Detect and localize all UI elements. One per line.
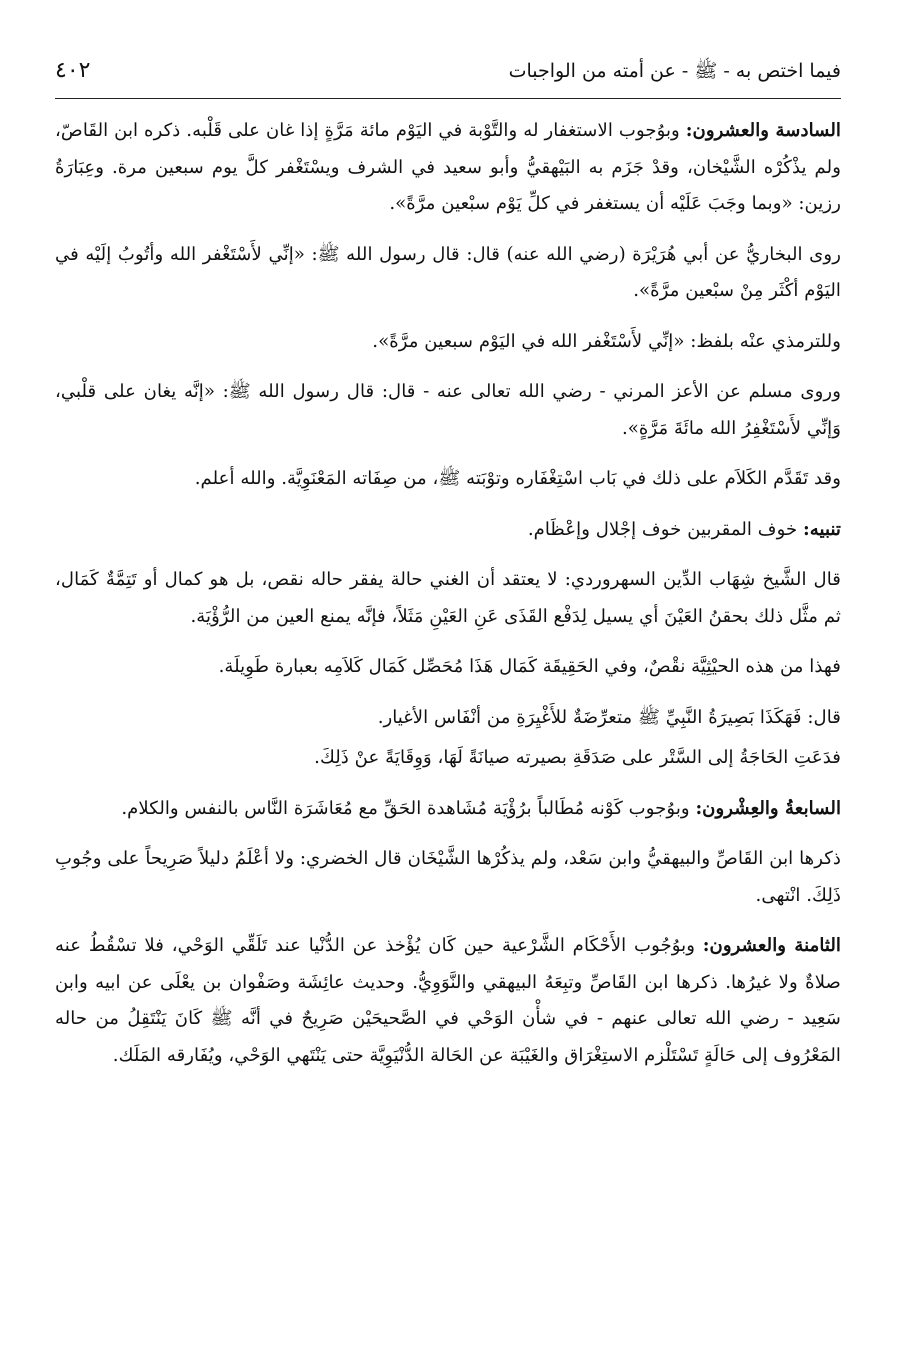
paragraph-text: فهذا من هذه الحيْثِيَّة نقْصٌ، وفي الحَقِيقَة كَمَال هَذَا مُحَصِّل كَمَال كَلاَمِه بعبارة طَوِيلَة. bbox=[218, 656, 841, 677]
page-number: ٤٠٢ bbox=[55, 58, 91, 83]
paragraph-text: وبوُجوب كَوْنه مُطَالباً برُؤْيَة مُشَاهدة الحَقِّ مع مُعَاشَرَة النَّاس بالنفس والكلام. bbox=[121, 797, 696, 819]
paragraph bbox=[55, 928, 841, 1074]
paragraph bbox=[55, 649, 841, 686]
paragraph bbox=[55, 374, 841, 447]
paragraph-text: وروى مسلم عن الأعز المرني - رضي الله تعالى عنه - قال: قال رسول الله ﷺ: «إنَّه يغان على قلْبي، وَإنِّي لأَسْتَغْفِرُ الله مائَةَ مَرَّةٍ». bbox=[55, 381, 841, 439]
paragraph-text: وبوُجُوب الأَحْكَام الشَّرْعية حين كَان يُؤْخذ عن الدُّنْيا عند تَلَقِّي الوَحْي، فلا تسْقُطُ عنه صلاةٌ ولا غيرُها. ذكرها ابن القَاصِّ وتبِعَهُ البيهقي والنَّوَوِيُّ. وحديث عائِشَة وصَفْوان بن يعْلَى عن ابيه وابن سَعِيد - رضي الله تعالى عنهم - في شأْن الوَحْي في الصَّحيحَيْن صَرِيحٌ في أنَّه ﷺ كَانَ يَنْتَقِلُ من حاله المَعْرُوف إلى حَالَةٍ تَسْتَلْزم الاستِغْرَاق والغَيْبَة عن الحَالة الدُّنْيَوِيَّة حتى يَنْتَهي الوَحْي، ويُفَارقه المَلَك. bbox=[55, 935, 841, 1066]
paragraph-text: قال الشَّيخ شِهَاب الدِّين السهروردي: لا يعتقد أن الغني حالة يفقر حاله نقص، بل هو كمال أو تَتِمَّةٌ كَمَال، ثم مثَّل ذلك بحقنُ العَيْنَ أي يسيل لِدَفْع القَذَى عَنِ العَيْنِ مَثَلاً، فإنَّه يمنع العين من الرُّؤْيَة. bbox=[55, 569, 841, 627]
paragraph bbox=[55, 740, 841, 777]
book-page bbox=[55, 58, 841, 1368]
paragraph bbox=[55, 461, 841, 498]
paragraph-text: وبوُجوب الاستغفار له والتَّوْبة في اليَوْم مائة مَرَّةٍ إذا غان على قَلْبه. ذكره ابن القَاصّ، ولم يذْكُرْه الشَّيْخان، وقدْ جَزَم به البَيْهقيُّ وأبو سعيد في الشرف ويسْتَغْفر كلَّ يوم سبعين مرة. وعِبَارَةُ رزين: «وبما وجَبَ عَلَيْه أن يستغفر في كلِّ يَوْم سبْعين مرَّةً». bbox=[55, 120, 841, 214]
running-title: فيما اختص به - ﷺ - عن أمته من الواجبات bbox=[508, 60, 841, 82]
paragraph bbox=[55, 700, 841, 737]
paragraph-text: ذكرها ابن القَاصِّ والبيهقيُّ وابن سَعْد، ولم يذكُرْها الشَّيْخَان قال الخضري: ولا أعْلَمُ دليلاً صَرِيحاً على وجُوبِ ذَلِكَ. انْتهى. bbox=[55, 848, 841, 906]
paragraph bbox=[55, 791, 841, 828]
paragraph-text: روى البخاريُّ عن أبي هُرَيْرَة (رضي الله عنه) قال: قال رسول الله ﷺ: «إنِّي لأَسْتَغْفر الله وأتُوبُ إلَيْه في اليَوْم أكْثَر مِنْ سبْعين مرَّةً». bbox=[55, 243, 841, 301]
paragraph bbox=[55, 512, 841, 549]
paragraph bbox=[55, 324, 841, 361]
paragraph-text: وللترمذي عنْه بلفظ: «إنِّي لأَسْتَغْفر الله في اليَوْم سبعين مرَّةً». bbox=[372, 330, 841, 352]
paragraph-text: فدَعَتِ الحَاجَةُ إلى السَّتْر على صَدَقَةِ بصيرته صيانَةً لَهَا، وَوِقَايَةً عنْ ذَلِكَ. bbox=[314, 747, 841, 768]
paragraph-text: وقد تَقَدَّم الكَلاَم على ذلك في بَاب اسْتِغْفَاره وتوْبَته ﷺ، من صِفَاته المَعْنَوِيَّة. والله أعلم. bbox=[194, 468, 841, 489]
page-body bbox=[55, 113, 841, 1074]
paragraph bbox=[55, 562, 841, 635]
section-heading: السابعةُ والعِشْرون: bbox=[695, 797, 841, 819]
section-heading: السادسة والعشرون: bbox=[685, 120, 841, 141]
section-heading: تنبيه: bbox=[803, 518, 841, 540]
paragraph-text: قال: فَهَكَذَا بَصِيرَةُ النَّبِيِّ ﷺ متعرِّضَةٌ للأَغْيِرَةِ من أنْفَاس الأغيار. bbox=[377, 706, 841, 728]
paragraph bbox=[55, 841, 841, 914]
paragraph bbox=[55, 237, 841, 310]
section-heading: الثامنة والعشرون: bbox=[702, 935, 841, 956]
paragraph bbox=[55, 113, 841, 223]
page-header bbox=[55, 58, 841, 99]
paragraph-text: خوف المقربين خوف إجْلال وإعْظَام. bbox=[527, 518, 803, 540]
